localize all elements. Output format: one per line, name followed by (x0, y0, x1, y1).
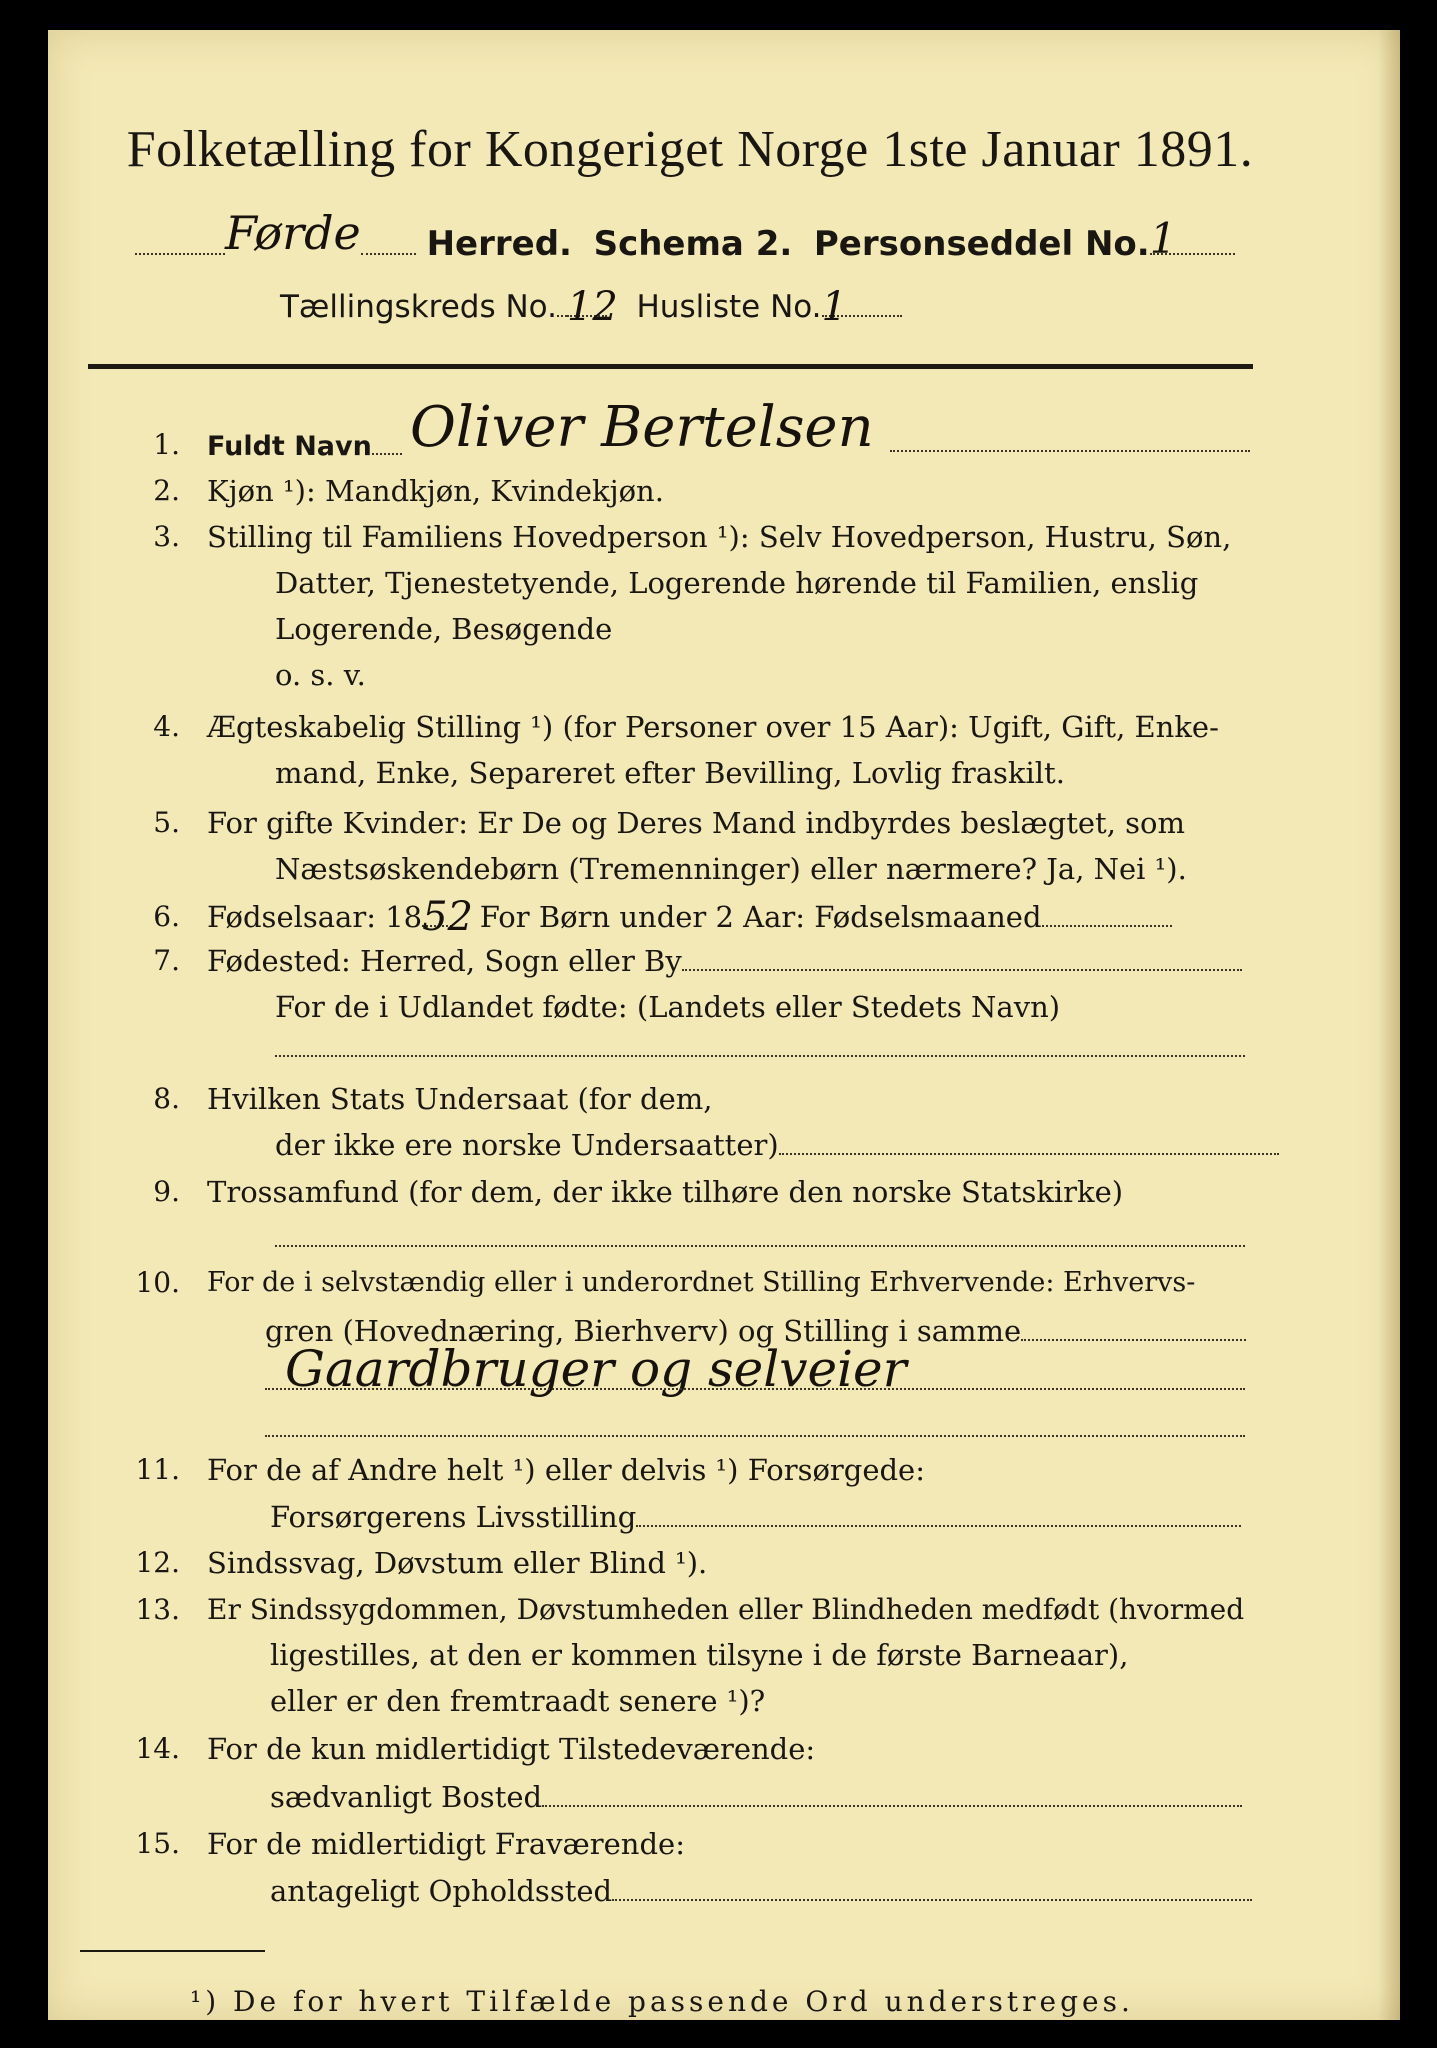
item-line: For gifte Kvinder: Er De og Deres Mand indbyrdes beslægtet, som (207, 806, 1185, 840)
item-line: Forsørgerens Livsstilling (270, 1500, 637, 1534)
item-line: For de i selvstændig eller i underordnet Stilling Erhvervende: Erhvervs- (207, 1267, 1196, 1298)
item-line: o. s. v. (275, 658, 366, 692)
item-line: Sindssvag, Døvstum eller Blind ¹). (207, 1546, 708, 1580)
personseddel-value: 1 (1149, 214, 1177, 263)
dotline (275, 1245, 1245, 1247)
item-1 (207, 428, 402, 464)
footnote: ¹) De for hvert Tilfælde passende Ord understreges. (190, 1985, 1134, 2018)
item-number: 4. (153, 710, 180, 743)
item-line: Er Sindssygdommen, Døvstumheden eller Blindheden medfødt (hvormed (207, 1593, 1245, 1626)
dotline (265, 1435, 1245, 1437)
husliste-label: Husliste No. (636, 289, 822, 325)
dotline (275, 1055, 1245, 1057)
item-line: For de i Udlandet fødte: (Landets eller Stedets Navn) (275, 990, 1061, 1024)
item-number: 2. (153, 474, 180, 507)
item-number: 3. (153, 520, 180, 553)
item-number: 7. (153, 944, 180, 977)
item-line: Hvilken Stats Undersaat (for dem, (207, 1082, 713, 1116)
kreds-label: Tællingskreds No. (280, 289, 557, 325)
item-line: Trossamfund (for dem, der ikke tilhøre den norske Statskirke) (207, 1175, 1124, 1209)
item-number: 5. (153, 806, 180, 839)
item-number: 8. (153, 1082, 180, 1115)
item-line: ligestilles, at den er kommen tilsyne i de første Barneaar), (270, 1638, 1129, 1672)
item-line: Logerende, Besøgende (275, 612, 613, 646)
item-number: 13. (135, 1593, 180, 1626)
item-line: Fødselsaar: 18 (207, 900, 423, 934)
item-line: mand, Enke, Separeret efter Bevilling, Lovlig fraskilt. (275, 756, 1065, 790)
herred-label: Herred. (426, 224, 572, 264)
item-line: sædvanligt Bosted (270, 1780, 543, 1814)
footnote-rule (80, 1950, 265, 1952)
item-line: For Børn under 2 Aar: Fødselsmaaned (479, 900, 1042, 934)
item-line: antageligt Opholdssted (270, 1874, 613, 1908)
item-number: 12. (135, 1546, 180, 1579)
herred-line (135, 206, 1235, 264)
item-line: Datter, Tjenestetyende, Logerende hørende til Familien, enslig (275, 566, 1199, 600)
item-11-line2 (270, 1500, 1241, 1534)
item-number: 11. (135, 1453, 180, 1486)
item-line: For de af Andre helt ¹) eller delvis ¹) Forsørgede: (207, 1453, 925, 1487)
name-dotline (890, 450, 1250, 452)
form-title: Folketælling for Kongeriget Norge 1ste Januar 1891. (126, 121, 1254, 178)
item-number: 9. (153, 1175, 180, 1208)
item-line: Kjøn ¹): Mandkjøn, Kvindekjøn. (207, 474, 664, 508)
item-line: gren (Hovednæring, Bierhverv) og Stilling i samme (265, 1314, 1022, 1348)
item-line: For de kun midlertidigt Tilstedeværende: (207, 1732, 816, 1766)
item-number: 15. (135, 1827, 180, 1860)
dotline (265, 1388, 1245, 1390)
herred-value: Førde (225, 206, 361, 260)
item-line: For de midlertidigt Fraværende: (207, 1827, 685, 1861)
item-6 (207, 894, 1172, 940)
item-line: Næstsøskendebørn (Tremenninger) eller nærmere? Ja, Nei ¹). (275, 852, 1187, 886)
husliste-value: 1 (821, 284, 847, 330)
header-rule (88, 364, 1253, 369)
item-number: 1. (153, 428, 180, 461)
item-number: 14. (135, 1732, 180, 1765)
item-14-line2 (270, 1780, 1242, 1814)
item-number: 10. (135, 1266, 180, 1299)
occupation-answer: Gaardbruger og selveier (285, 1340, 907, 1398)
birth-year-answer: 52 (422, 894, 473, 940)
item-8-line2 (275, 1128, 1279, 1162)
item-15-line2 (270, 1874, 1252, 1908)
item-line: Fødested: Herred, Sogn eller By (207, 944, 682, 978)
personseddel-label: Personseddel No. (813, 224, 1150, 264)
schema-label: Schema 2. (593, 224, 793, 264)
item-line: der ikke ere norske Undersaatter) (275, 1128, 779, 1162)
item-line: Fuldt Navn (207, 431, 372, 462)
item-7 (207, 944, 1242, 978)
kreds-value: 12 (566, 284, 618, 330)
item-line: Ægteskabelig Stilling ¹) (for Personer over 15 Aar): Ugift, Gift, Enke- (207, 710, 1219, 744)
item-line: Stilling til Familiens Hovedperson ¹): Selv Hovedperson, Hustru, Søn, (207, 520, 1232, 554)
name-answer: Oliver Bertelsen (410, 395, 874, 460)
item-line: eller er den fremtraadt senere ¹)? (270, 1684, 766, 1718)
census-form-paper (48, 30, 1400, 2020)
kreds-line (280, 284, 902, 330)
item-number: 6. (153, 900, 180, 933)
